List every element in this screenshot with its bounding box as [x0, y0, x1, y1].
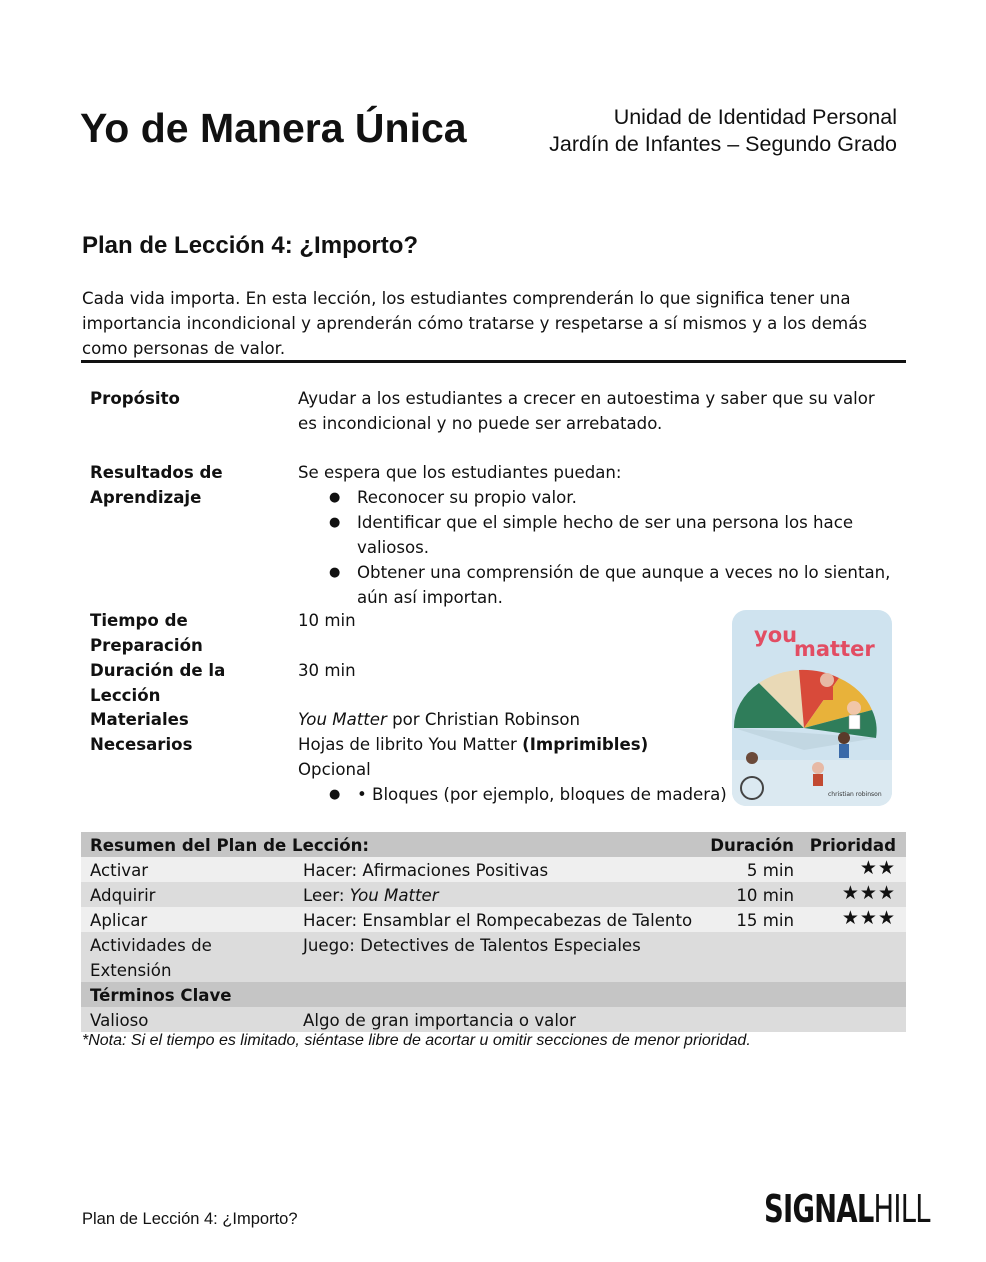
lesson-intro: Cada vida importa. En esta lección, los estudiantes comprenderán lo que significa tener una importancia incondicional y aprenderán cómo tratarse y respetarse a sí mismos y a los demás como personas de valor.	[82, 289, 868, 358]
lesson-title: Plan de Lección 4: ¿Importo?	[82, 232, 419, 259]
materials-optional-label: Opcional	[298, 760, 371, 779]
materials-book	[298, 707, 728, 732]
table-header-row	[81, 832, 906, 857]
list-item: ● Identificar que el simple hecho de ser una persona los hace valiosos.	[298, 510, 898, 560]
list-item: ● Obtener una comprensión de que aunque a veces no lo sientan, aún así importan.	[298, 560, 898, 610]
outcomes-label: Resultados de Aprendizaje	[90, 463, 223, 507]
materials-label: Materiales Necesarios	[90, 710, 193, 754]
child-figure	[820, 673, 834, 687]
summary-header-label: Resumen del Plan de Lección:	[90, 836, 370, 855]
table-row: Activar Hacer: Afirmaciones Positivas 5 min ★★	[81, 857, 906, 882]
printables-link[interactable]: (Imprimibles)	[522, 735, 649, 754]
duration-header: Duración	[710, 836, 794, 855]
outcomes-intro: Se espera que los estudiantes puedan:	[298, 463, 622, 482]
priority-stars: ★★★	[841, 907, 896, 929]
table-row: Actividades de Extensión Juego: Detectives de Talentos Especiales	[81, 932, 906, 982]
section-divider	[81, 360, 906, 363]
prep-time-label: Tiempo de Preparación	[90, 611, 203, 655]
priority-header: Prioridad	[809, 836, 896, 855]
purpose-text: Ayudar a los estudiantes a crecer en autoestima y saber que su valor es incondicional y no puede ser arrebatado.	[298, 389, 875, 433]
unit-info	[549, 104, 897, 158]
lesson-duration-value: 30 min	[298, 661, 356, 680]
table-row: Aplicar Hacer: Ensamblar el Rompecabezas de Talento 15 min ★★★	[81, 907, 906, 932]
time-note: *Nota: Si el tiempo es limitado, siéntase libre de acortar u omitir secciones de menor prioridad.	[82, 1032, 751, 1049]
key-term-definition: Algo de gran importancia o valor	[303, 1011, 576, 1030]
key-terms-header: Términos Clave	[81, 982, 906, 1007]
lesson-summary-table	[81, 832, 906, 1032]
priority-stars: ★★	[859, 857, 896, 879]
list-item: ● Reconocer su propio valor.	[298, 485, 898, 510]
signalhill-logo: SIGNALHILL	[764, 1187, 930, 1231]
book-cover-art	[732, 610, 892, 806]
list-item: ● • Bloques (por ejemplo, bloques de madera)	[298, 782, 728, 807]
table-row: Adquirir Leer: You Matter 10 min ★★★	[81, 882, 906, 907]
materials-booklet: Hojas de librito You Matter (Imprimibles)	[298, 735, 649, 754]
cover-author: christian robinson	[828, 791, 882, 798]
table-row	[81, 1007, 906, 1032]
materials-block	[298, 707, 728, 807]
grade-range: Jardín de Infantes – Segundo Grado	[549, 132, 897, 156]
unit-name: Unidad de Identidad Personal	[613, 105, 897, 129]
lesson-duration-label: Duración de la Lección	[90, 661, 226, 705]
outcomes-list	[298, 485, 898, 610]
book-title: You Matter	[298, 710, 387, 729]
cover-title-line2: matter	[794, 637, 875, 661]
outcomes-block	[298, 460, 898, 610]
optional-materials-list	[298, 782, 728, 807]
cover-title-line1: you	[754, 623, 798, 647]
priority-stars: ★★★	[841, 882, 896, 904]
book-cover-image	[732, 610, 892, 806]
prep-time-value: 10 min	[298, 611, 356, 630]
key-term: Valioso	[90, 1011, 149, 1030]
purpose-label: Propósito	[90, 389, 180, 408]
document-title: Yo de Manera Única	[80, 105, 467, 151]
footer-lesson-title: Plan de Lección 4: ¿Importo?	[82, 1210, 298, 1228]
book-author: por Christian Robinson	[386, 710, 581, 729]
